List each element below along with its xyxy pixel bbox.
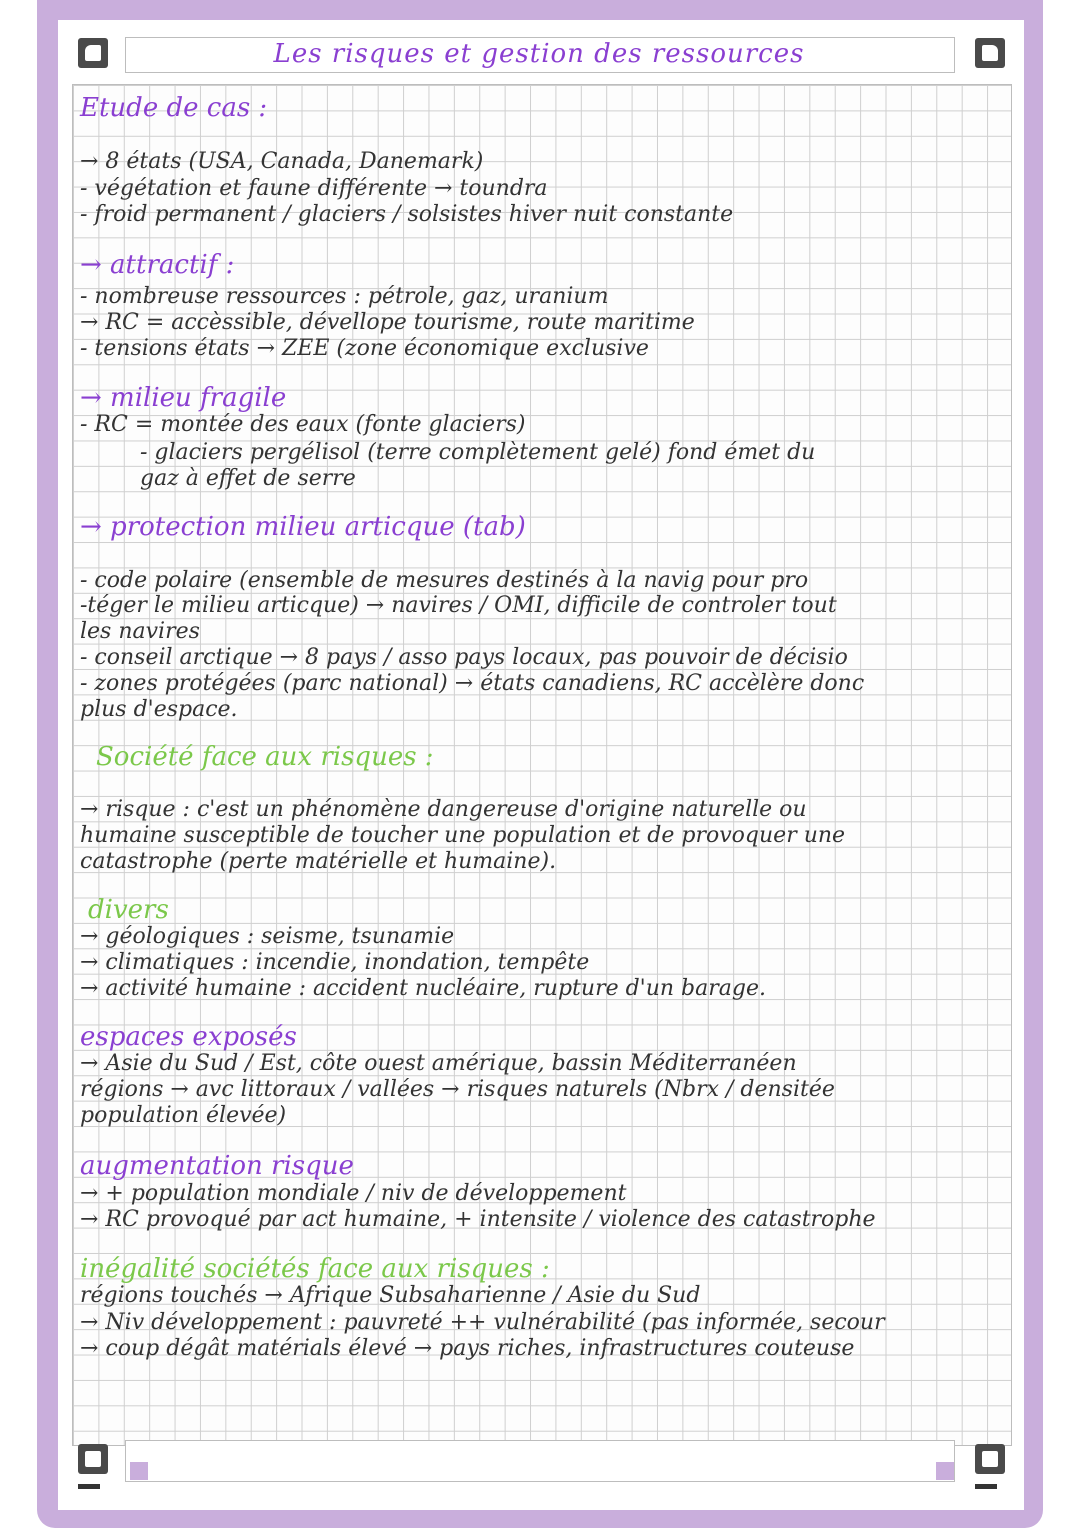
note-line: humaine susceptible de toucher une population et de provoquer une (80, 823, 846, 848)
note-line: → Niv développement : pauvreté ++ vulnérabilité (pas informée, secour (80, 1310, 885, 1335)
note-line: - végétation et faune différente → toundra (80, 176, 548, 201)
note-line: régions → avc littoraux / vallées → risques naturels (Nbrx / densitée (80, 1077, 835, 1102)
note-line: → activité humaine : accident nucléaire, rupture d'un barage. (80, 976, 766, 1001)
dash-mark-right (975, 1484, 997, 1489)
note-line: - zones protégées (parc national) → états canadiens, RC accèlère donc (80, 671, 865, 696)
section-heading: inégalité sociétés face aux risques : (80, 1254, 550, 1284)
note-line: → milieu fragile (80, 383, 287, 413)
note-line: population élevée) (80, 1103, 287, 1128)
note-line: - nombreuse ressources : pétrole, gaz, uranium (80, 284, 609, 309)
note-line: → protection milieu articque (tab) (80, 512, 526, 542)
note-line: → géologiques : seisme, tsunamie (80, 924, 455, 949)
note-line: -téger le milieu articque) → navires / OMI, difficile de controler tout (80, 593, 837, 618)
note-line: → + population mondiale / niv de développement (80, 1181, 627, 1206)
section-heading: Société face aux risques : (96, 742, 434, 772)
note-line: - conseil arctique → 8 pays / asso pays locaux, pas pouvoir de décisio (80, 645, 848, 670)
corner-marker-top-left-icon (78, 38, 108, 68)
note-line: - code polaire (ensemble de mesures destinés à la navig pour pro (80, 568, 809, 593)
note-line: - glaciers pergélisol (terre complètement gelé) fond émet du (140, 440, 816, 465)
dash-mark-left (78, 1484, 100, 1489)
note-line: divers (88, 895, 169, 925)
note-line: - tensions états → ZEE (zone économique exclusive (80, 336, 649, 361)
note-line: → climatiques : incendie, inondation, tempête (80, 950, 590, 975)
note-line: régions touchés → Afrique Subsaharienne / Asie du Sud (80, 1283, 701, 1308)
footer-square-left (130, 1462, 148, 1480)
note-line: → risque : c'est un phénomène dangereuse d'origine naturelle ou (80, 797, 807, 822)
note-line: → coup dégât matérials élevé → pays riches, infrastructures couteuse (80, 1336, 855, 1361)
footer-square-right (936, 1462, 954, 1480)
note-line: → Asie du Sud / Est, côte ouest amérique, bassin Méditerranéen (80, 1051, 797, 1076)
corner-marker-bottom-right-icon (975, 1444, 1005, 1474)
note-line: → attractif : (80, 250, 235, 280)
corner-marker-top-right-icon (975, 38, 1005, 68)
page-title: Les risques et gestion des ressources (273, 39, 805, 69)
note-line: espaces exposés (80, 1022, 297, 1052)
note-line: gaz à effet de serre (140, 466, 356, 491)
note-line: - RC = montée des eaux (fonte glaciers) (80, 412, 526, 437)
note-line: → RC = accèssible, dévellope tourisme, route maritime (80, 310, 695, 335)
note-line: catastrophe (perte matérielle et humaine). (80, 849, 557, 874)
note-line: → 8 états (USA, Canada, Danemark) (80, 149, 484, 174)
note-line: augmentation risque (80, 1151, 354, 1181)
note-line: → RC provoqué par act humaine, + intensite / violence des catastrophe (80, 1207, 876, 1232)
note-line: les navires (80, 619, 200, 644)
footer-box (125, 1440, 955, 1482)
note-line: plus d'espace. (80, 697, 238, 722)
corner-marker-bottom-left-icon (78, 1444, 108, 1474)
note-line: Etude de cas : (80, 93, 268, 123)
note-line: - froid permanent / glaciers / solsistes hiver nuit constante (80, 202, 734, 227)
